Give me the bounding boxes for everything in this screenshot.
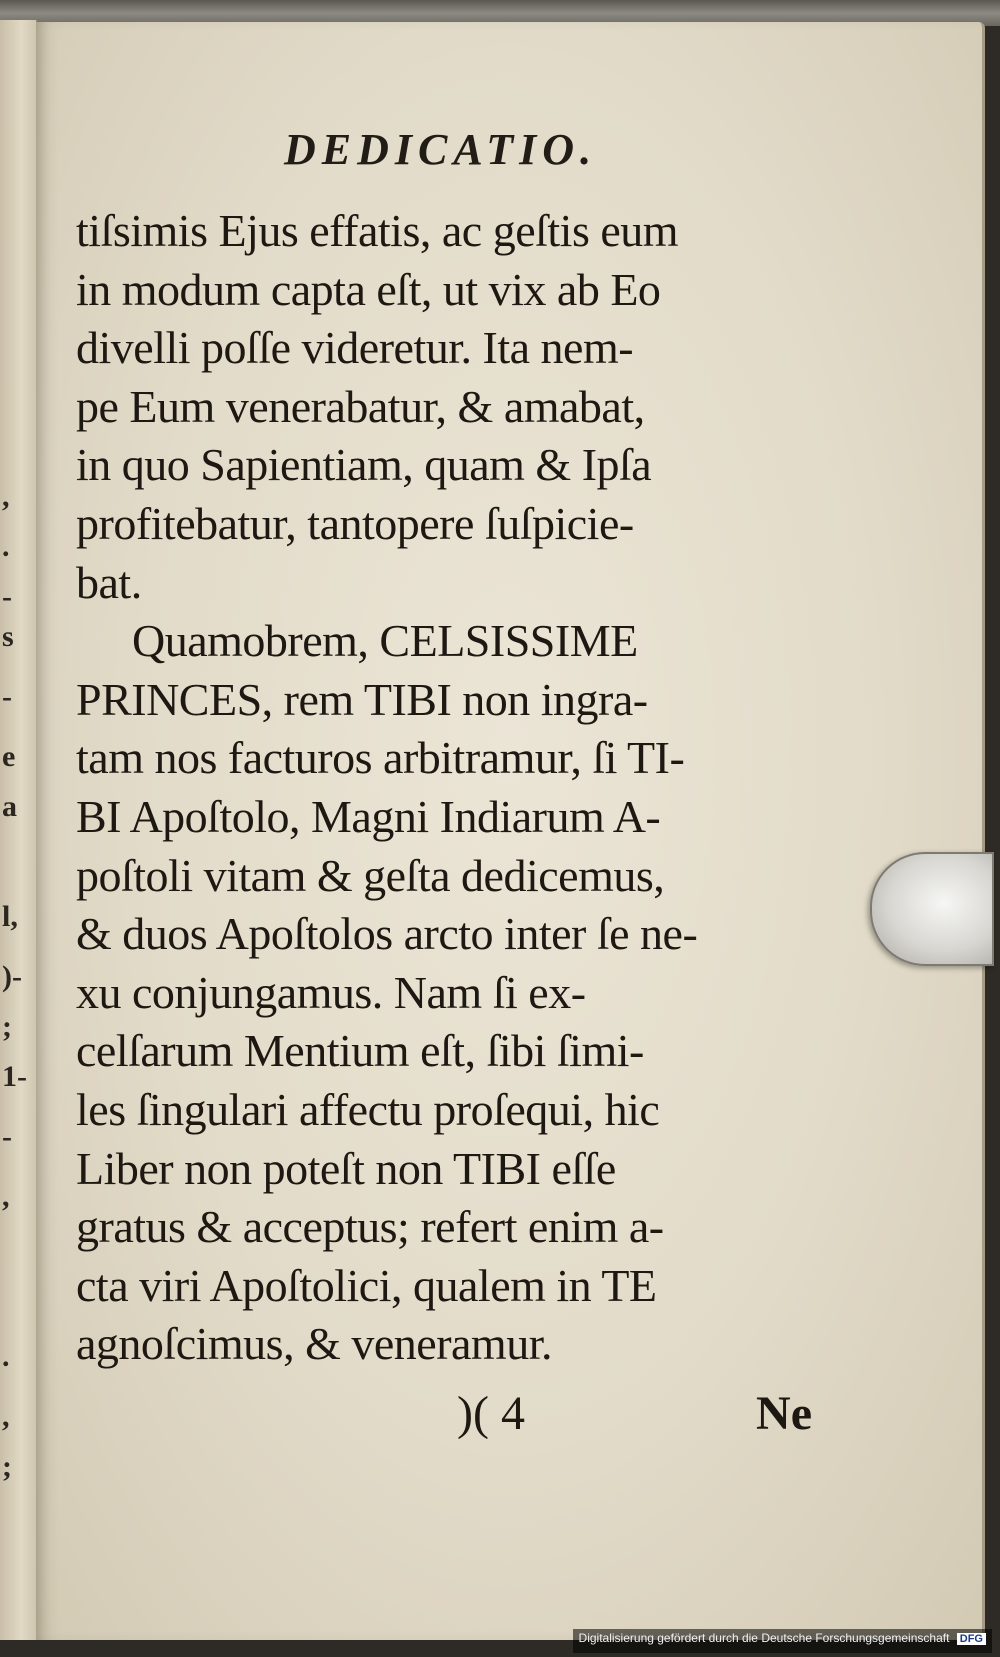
text-line: celſarum Mentium eſt, ſibi ſimi-: [76, 1025, 644, 1077]
text-line: PRINCES, rem TIBI non ingra-: [76, 673, 648, 725]
book-page: [36, 22, 985, 1640]
text-line: BI Apoſtolo, Magni Indiarum A-: [76, 790, 661, 842]
text-line: in quo Sapientiam, quam & Ipſa: [76, 439, 652, 491]
text-line: Liber non poteſt non TIBI eſſe: [76, 1142, 616, 1194]
credit-text: Digitalisierung gefördert durch die Deutsche Forschungsgemeinschaft: [578, 1631, 950, 1645]
text-line: les ſingulari affectu proſequi, hic: [76, 1083, 660, 1135]
page-footer: [72, 1386, 812, 1446]
text-line: bat.: [76, 556, 142, 608]
catchword: Ne: [756, 1387, 812, 1440]
text-line: Quamobrem, CELSISSIME: [132, 615, 638, 667]
text-line: gratus & acceptus; refert enim a-: [76, 1201, 664, 1253]
dedication-text: [76, 202, 856, 1374]
text-line: cta viri Apoſtolici, qualem in TE: [76, 1259, 657, 1311]
running-head: DEDICATIO.: [284, 125, 598, 174]
text-line: divelli poſſe videretur. Ita nem-: [76, 322, 634, 374]
previous-page-edge: , . - s - e a l, )- ; 1- - , . , ;: [0, 20, 37, 1640]
text-line: agnoſcimus, & veneramur.: [76, 1318, 552, 1370]
signature-mark: )( 4: [457, 1387, 525, 1440]
text-line: tam nos facturos arbitramur, ſi TI-: [76, 732, 685, 784]
text-line: pe Eum venerabatur, & amabat,: [76, 380, 645, 432]
text-line: & duos Apoſtolos arcto inter ſe ne-: [76, 908, 698, 960]
digitization-credit: [573, 1629, 992, 1653]
dfg-logo: DFG: [957, 1633, 986, 1645]
text-line: profitebatur, tantopere ſuſpicie-: [76, 497, 634, 549]
text-line: xu conjungamus. Nam ſi ex-: [76, 966, 586, 1018]
text-line: tiſsimis Ejus effatis, ac geſtis eum: [76, 205, 679, 256]
text-line: in modum capta eſt, ut vix ab Eo: [76, 263, 661, 315]
page-clip: [870, 852, 994, 966]
text-line: poſtoli vitam & geſta dedicemus,: [76, 849, 665, 901]
